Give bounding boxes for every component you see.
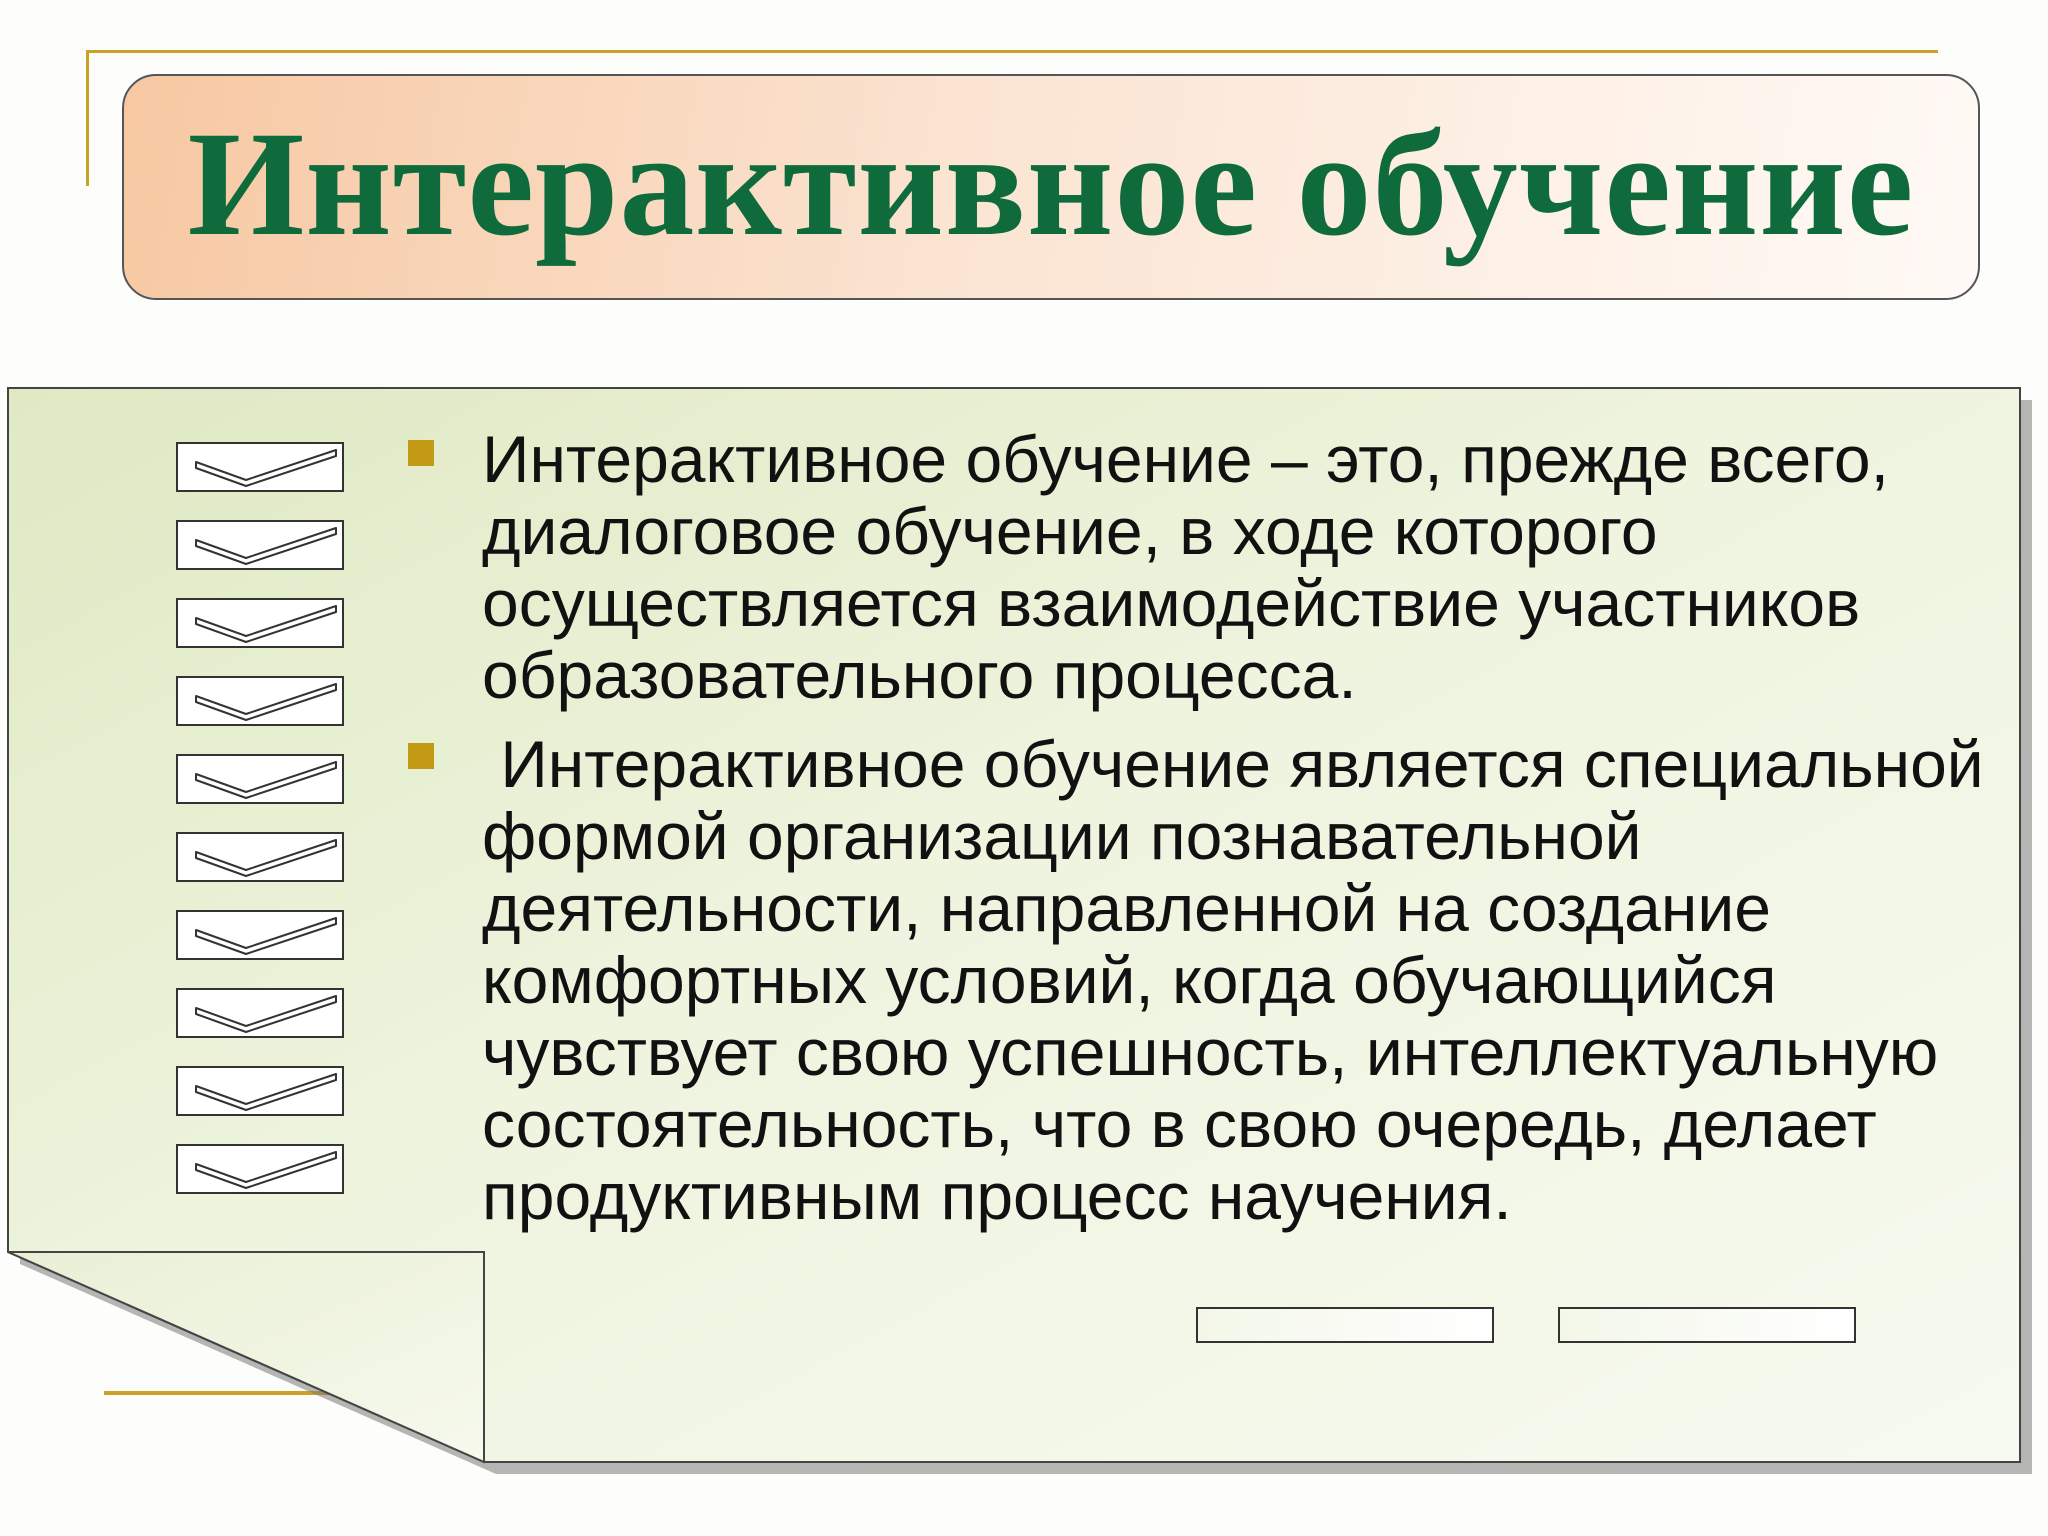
check-box-icon	[176, 910, 344, 960]
check-box-icon	[176, 1144, 344, 1194]
check-box-icon	[176, 988, 344, 1038]
check-box-icon	[176, 754, 344, 804]
check-box-icon	[176, 442, 344, 492]
check-box-icon	[176, 676, 344, 726]
check-box-icon	[176, 520, 344, 570]
page-title: Интерактивное обучение	[187, 101, 1915, 267]
blank-box	[1558, 1307, 1856, 1343]
bullet-text-2: Интерактивное обучение является специальной формой организации познавательной деятельности, направленной на создание комфортных условий, когда обучающийся чувствует свою успешность, интеллектуальную состоятельность, что в свою очередь, делает продуктивным процесс научения.	[482, 727, 2003, 1233]
bullet-text-1: Интерактивное обучение – это, прежде всего, диалоговое обучение, в ходе которого осуществляется взаимодействие участников образовательного процесса.	[482, 422, 1889, 712]
check-box-icon	[176, 598, 344, 648]
bullet-square-icon	[408, 743, 434, 769]
check-box-icon	[176, 1066, 344, 1116]
blank-box	[1196, 1307, 1494, 1343]
folded-corner	[8, 1252, 484, 1462]
bullet-square-icon	[408, 440, 434, 466]
check-box-icon	[176, 832, 344, 882]
